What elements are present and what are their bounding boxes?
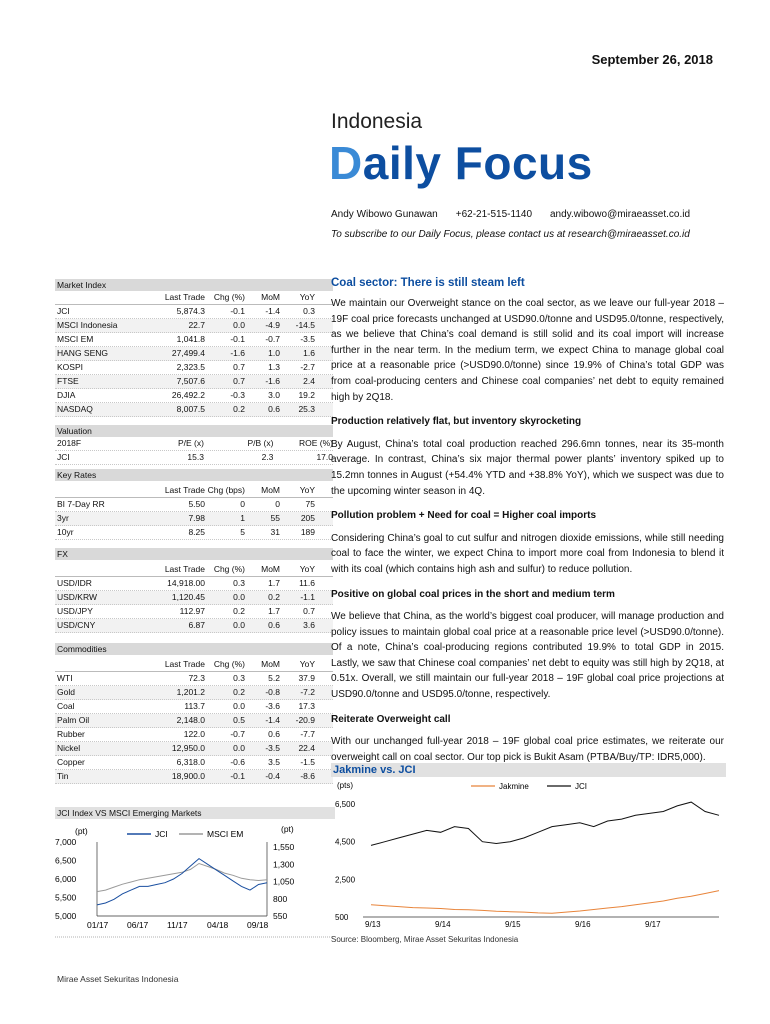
legend-label: MSCI EM bbox=[207, 829, 244, 839]
series-line-jci bbox=[97, 859, 267, 905]
subscribe-note: To subscribe to our Daily Focus, please contact us at research@miraeasset.co.id bbox=[331, 229, 690, 240]
x-tick-label: 01/17 bbox=[87, 920, 109, 930]
cell: 0.2 bbox=[233, 687, 245, 697]
cell: 0.0 bbox=[233, 620, 245, 630]
author-email[interactable]: andy.wibowo@miraeasset.co.id bbox=[550, 209, 691, 220]
row-label: Coal bbox=[57, 701, 75, 711]
key-rates-title: Key Rates bbox=[55, 469, 333, 481]
cell: -0.8 bbox=[265, 687, 280, 697]
article-body bbox=[331, 296, 724, 765]
cell: 1 bbox=[240, 513, 245, 523]
y-tick-right: 550 bbox=[273, 911, 288, 921]
cell: -7.7 bbox=[300, 729, 315, 739]
y-tick-left: 7,000 bbox=[55, 837, 77, 847]
table-row bbox=[55, 605, 333, 619]
cell: 5,874.3 bbox=[176, 306, 205, 316]
cell: 0.2 bbox=[233, 404, 245, 414]
row-label: MSCI Indonesia bbox=[57, 320, 118, 330]
cell: 0.0 bbox=[233, 320, 245, 330]
cell: -1.4 bbox=[265, 306, 280, 316]
table-header bbox=[55, 291, 333, 305]
fx-title: FX bbox=[55, 548, 333, 560]
cell: 6,318.0 bbox=[176, 757, 205, 767]
table-row bbox=[55, 361, 333, 375]
cell: 0.6 bbox=[268, 404, 280, 414]
cell: -4.9 bbox=[265, 320, 280, 330]
market-index-table bbox=[55, 279, 333, 417]
table-row bbox=[55, 714, 333, 728]
y-axis-label-left: (pt) bbox=[75, 826, 88, 836]
cell: 1,120.45 bbox=[171, 592, 205, 602]
row-label: DJIA bbox=[57, 390, 76, 400]
cell: -0.4 bbox=[265, 771, 280, 781]
subheading: Pollution problem + Need for coal = Higher coal imports bbox=[331, 510, 597, 522]
cell: -0.6 bbox=[230, 757, 245, 767]
cell: 0 bbox=[275, 499, 280, 509]
brand-first-letter: D bbox=[329, 137, 363, 189]
cell: -0.7 bbox=[265, 334, 280, 344]
cell: 6.87 bbox=[188, 620, 205, 630]
col-header: Chg (bps) bbox=[207, 485, 245, 495]
cell: 189 bbox=[300, 527, 315, 537]
cell: 0.2 bbox=[233, 606, 245, 616]
cell: 0.0 bbox=[233, 701, 245, 711]
jci-msci-chart bbox=[55, 820, 335, 940]
series-line-jci bbox=[371, 802, 719, 845]
jci-msci-chart-title: JCI Index VS MSCI Emerging Markets bbox=[55, 807, 335, 819]
cell: 0.2 bbox=[268, 592, 280, 602]
cell: -1.4 bbox=[265, 715, 280, 725]
y-tick-right: 800 bbox=[273, 893, 288, 904]
table-row bbox=[55, 305, 333, 319]
cell: -1.5 bbox=[300, 757, 315, 767]
col-header: YoY bbox=[299, 564, 315, 574]
legend-label: JCI bbox=[155, 829, 168, 839]
cell: 2,148.0 bbox=[176, 715, 205, 725]
jakmine-jci-chart bbox=[331, 777, 726, 932]
commodities-table bbox=[55, 643, 333, 784]
cell: 0.3 bbox=[233, 578, 245, 588]
col-header: Chg (%) bbox=[213, 564, 245, 574]
table-row bbox=[55, 756, 333, 770]
y-tick-left: 5,500 bbox=[55, 892, 77, 903]
paragraph: By August, China’s total coal production reached 296.6mn tonnes, near its 35-month average. In contrast, China’s six major thermal power plants’ inventory spiked up to 15.2mn tonnes in August (+54.4% YTD and +38.8% YoY), which we suspect was due to the upcoming winter season in 4Q. bbox=[331, 438, 724, 497]
cell: -1.6 bbox=[265, 376, 280, 386]
cell: 2.4 bbox=[303, 376, 315, 386]
cell: -14.5 bbox=[295, 320, 315, 330]
subheading: Positive on global coal prices in the short and medium term bbox=[331, 588, 615, 600]
row-label: USD/IDR bbox=[57, 578, 92, 588]
col-header: MoM bbox=[261, 659, 280, 669]
cell: 205 bbox=[300, 513, 315, 523]
cell: 0.7 bbox=[303, 606, 315, 616]
cell: 3.6 bbox=[303, 620, 315, 630]
cell: -1.1 bbox=[300, 592, 315, 602]
cell: 0.6 bbox=[268, 620, 280, 630]
cell: 26,492.2 bbox=[171, 390, 205, 400]
cell: -0.3 bbox=[230, 390, 245, 400]
table-row bbox=[55, 498, 333, 512]
cell: 112.97 bbox=[179, 606, 205, 616]
cell: 1,201.2 bbox=[176, 687, 205, 697]
commodities-title: Commodities bbox=[55, 643, 333, 655]
cell: 22.7 bbox=[188, 320, 205, 330]
table-row bbox=[55, 375, 333, 389]
subheading: Reiterate Overweight call bbox=[331, 713, 451, 725]
x-tick-label: 11/17 bbox=[167, 920, 188, 930]
y-tick-right: 1,050 bbox=[273, 876, 295, 887]
legend-label: JCI bbox=[575, 782, 587, 791]
row-label: NASDAQ bbox=[57, 404, 93, 414]
y-tick-left: 6,500 bbox=[55, 855, 77, 866]
cell: 75 bbox=[305, 499, 315, 509]
col-header: Last Trade bbox=[164, 292, 205, 302]
table-row bbox=[55, 619, 333, 633]
cell: 14,918.00 bbox=[167, 578, 205, 588]
fx-table bbox=[55, 548, 333, 633]
chart-source: Source: Bloomberg, Mirae Asset Sekuritas Indonesia bbox=[331, 935, 519, 944]
brand-rest: aily Focus bbox=[362, 137, 593, 189]
cell: 1.7 bbox=[268, 578, 280, 588]
table-row bbox=[55, 526, 333, 540]
row-label: Copper bbox=[57, 757, 85, 767]
cell: 31 bbox=[270, 527, 280, 537]
y-axis-label-right: (pt) bbox=[281, 824, 294, 834]
row-label: JCI bbox=[57, 306, 70, 316]
table-row bbox=[55, 451, 333, 465]
report-brand bbox=[329, 135, 593, 191]
market-index-title: Market Index bbox=[55, 279, 333, 291]
row-label: MSCI EM bbox=[57, 334, 94, 344]
cell: 0.6 bbox=[268, 729, 280, 739]
row-label: USD/KRW bbox=[57, 592, 97, 602]
cell: 1.0 bbox=[268, 348, 280, 358]
y-tick-right: 1,300 bbox=[273, 859, 295, 870]
col-header: Last Trade bbox=[164, 564, 205, 574]
cell: 11.6 bbox=[299, 578, 315, 588]
author-line bbox=[331, 209, 731, 220]
table-row bbox=[55, 770, 333, 784]
table-header bbox=[55, 484, 333, 498]
x-tick-label: 06/17 bbox=[127, 920, 149, 930]
cell: 3.5 bbox=[268, 757, 280, 767]
cell: 2,323.5 bbox=[176, 362, 205, 372]
y-tick-left: 6,000 bbox=[55, 874, 77, 884]
report-date: September 26, 2018 bbox=[591, 52, 713, 67]
table-row bbox=[55, 319, 333, 333]
table-row bbox=[55, 347, 333, 361]
paragraph: Considering China’s goal to cut sulfur and nitrogen dioxide emissions, while still needing coal to face the winter, we expect China to import more coal from Indonesia to blend it with its coal (which contains high ash and sulfur) to reduce pollution. bbox=[331, 532, 724, 575]
col-header: P/E (x) bbox=[177, 438, 204, 448]
table-row bbox=[55, 403, 333, 417]
table-row bbox=[55, 700, 333, 714]
report-country: Indonesia bbox=[331, 110, 423, 133]
cell: 37.9 bbox=[298, 673, 315, 683]
cell: 1,041.8 bbox=[176, 334, 205, 344]
y-tick-left: 5,000 bbox=[55, 911, 77, 921]
col-header: Chg (%) bbox=[213, 659, 245, 669]
table-row bbox=[55, 742, 333, 756]
cell: 0.5 bbox=[233, 715, 245, 725]
col-header: Last Trade bbox=[164, 659, 205, 669]
table-row bbox=[55, 728, 333, 742]
cell: -3.5 bbox=[265, 743, 280, 753]
legend-label: Jakmine bbox=[499, 782, 529, 791]
footer-company: Mirae Asset Sekuritas Indonesia bbox=[57, 974, 179, 984]
paragraph: We believe that China, as the world’s biggest coal producer, will manage production and policy issues to maintain global coal price at a reasonable price level (>USD90.0/tonne). Of a note, China’s coal-producing regions contributed 19.9% to total GDP in 2015. Lastly, we saw that Chinese coal companies’ net debt to equity was still high by 2Q18, at 0.51x. Overall, we still maintain our full-year 2018 – 19F global coal price projections at USD90.0/tonne and USD95.0/tonne, respectively. bbox=[331, 611, 724, 701]
col-header: MoM bbox=[261, 292, 280, 302]
col-header: YoY bbox=[299, 292, 315, 302]
row-label: Palm Oil bbox=[57, 715, 90, 725]
cell: 0.7 bbox=[233, 362, 245, 372]
valuation-title: Valuation bbox=[55, 425, 333, 437]
cell: 8,007.5 bbox=[176, 404, 205, 414]
col-header: MoM bbox=[261, 485, 280, 495]
cell: 0.7 bbox=[233, 376, 245, 386]
author-name: Andy Wibowo Gunawan bbox=[331, 209, 438, 220]
table-header bbox=[55, 658, 333, 672]
cell: 5 bbox=[240, 527, 245, 537]
paragraph: With our unchanged full-year 2018 – 19F global coal price estimates, we reiterate our overweight call on coal sector. Our top pick is Bukit Asam (PTBA/Buy/TP: IDR5,000). bbox=[331, 736, 724, 763]
row-label: USD/CNY bbox=[57, 620, 96, 630]
cell: -7.2 bbox=[300, 687, 315, 697]
row-label: Rubber bbox=[57, 729, 85, 739]
cell: -1.6 bbox=[230, 348, 245, 358]
table-row bbox=[55, 672, 333, 686]
cell: 1.3 bbox=[268, 362, 280, 372]
y-tick-label: 500 bbox=[335, 913, 349, 922]
cell: -3.6 bbox=[265, 701, 280, 711]
col-header: MoM bbox=[261, 564, 280, 574]
x-tick-label: 9/15 bbox=[505, 920, 521, 929]
cell: 5.2 bbox=[268, 673, 280, 683]
table-row bbox=[55, 686, 333, 700]
row-label: USD/JPY bbox=[57, 606, 93, 616]
cell: 0 bbox=[240, 499, 245, 509]
table-header bbox=[55, 437, 333, 451]
table-row bbox=[55, 591, 333, 605]
cell: 0.3 bbox=[233, 673, 245, 683]
cell: 25.3 bbox=[298, 404, 315, 414]
col-header: YoY bbox=[299, 659, 315, 669]
y-tick-label: 4,500 bbox=[335, 837, 356, 847]
row-label: Nickel bbox=[57, 743, 81, 753]
cell: 1.7 bbox=[268, 606, 280, 616]
cell: 3.0 bbox=[268, 390, 280, 400]
row-label: KOSPI bbox=[57, 362, 83, 372]
y-axis-label: (pts) bbox=[337, 781, 353, 790]
cell: 12,950.0 bbox=[171, 743, 205, 753]
cell: 22.4 bbox=[298, 743, 315, 753]
col-header: YoY bbox=[299, 485, 315, 495]
col-header: ROE (%) bbox=[298, 438, 333, 448]
table-row bbox=[55, 512, 333, 526]
subheading: Production relatively flat, but inventory skyrocketing bbox=[331, 416, 582, 428]
x-tick-label: 9/16 bbox=[575, 920, 591, 929]
row-label: HANG SENG bbox=[57, 348, 109, 358]
x-tick-label: 04/18 bbox=[207, 920, 229, 930]
cell: -20.9 bbox=[295, 715, 315, 725]
cell: 0.0 bbox=[233, 592, 245, 602]
cell: 122.0 bbox=[183, 729, 205, 739]
col-header: P/B (x) bbox=[247, 438, 274, 448]
cell: -8.6 bbox=[300, 771, 315, 781]
row-label: WTI bbox=[57, 673, 73, 683]
row-label: 3yr bbox=[57, 513, 69, 523]
y-tick-label: 2,500 bbox=[335, 875, 356, 885]
cell: -0.1 bbox=[230, 334, 245, 344]
cell: -2.7 bbox=[300, 362, 315, 372]
col-header: 2018F bbox=[57, 438, 82, 448]
row-label: FTSE bbox=[57, 376, 79, 386]
cell: 8.25 bbox=[188, 527, 205, 537]
row-label: Tin bbox=[57, 771, 69, 781]
cell: -0.7 bbox=[230, 729, 245, 739]
row-label: JCI bbox=[57, 452, 70, 462]
series-line-msci-em bbox=[97, 864, 267, 892]
cell: 17.0 bbox=[316, 452, 333, 462]
key-rates-table bbox=[55, 469, 333, 540]
table-header bbox=[55, 563, 333, 577]
cell: 7,507.6 bbox=[176, 376, 205, 386]
cell: -0.1 bbox=[230, 306, 245, 316]
col-header: Last Trade bbox=[164, 485, 205, 495]
cell: 72.3 bbox=[188, 673, 205, 683]
x-tick-label: 9/13 bbox=[365, 920, 381, 929]
cell: 0.0 bbox=[233, 743, 245, 753]
x-tick-label: 9/14 bbox=[435, 920, 451, 929]
x-tick-label: 09/18 bbox=[247, 920, 269, 930]
cell: 55 bbox=[270, 513, 280, 523]
article-title: Coal sector: There is still steam left bbox=[331, 277, 525, 289]
row-label: BI 7-Day RR bbox=[57, 499, 105, 509]
author-phone: +62-21-515-1140 bbox=[455, 209, 532, 220]
table-row bbox=[55, 389, 333, 403]
cell: 5.50 bbox=[188, 499, 205, 509]
cell: 113.7 bbox=[184, 701, 205, 711]
valuation-table bbox=[55, 425, 333, 465]
y-tick-label: 6,500 bbox=[335, 800, 356, 809]
cell: -0.1 bbox=[230, 771, 245, 781]
row-label: Gold bbox=[57, 687, 75, 697]
cell: 0.3 bbox=[303, 306, 315, 316]
row-label: 10yr bbox=[57, 527, 74, 537]
cell: 15.3 bbox=[187, 452, 204, 462]
cell: 1.6 bbox=[303, 348, 315, 358]
cell: 7.98 bbox=[188, 513, 205, 523]
series-line-jakmine bbox=[371, 891, 719, 914]
cell: 19.2 bbox=[298, 390, 315, 400]
paragraph: We maintain our Overweight stance on the coal sector, as we leave our full-year 2018 – 19F coal price forecasts unchanged at USD90.0/tonne and USD95.0/tonne, respectively, as we believe that China’s coal demand is still solid and its coal import will increase further in the near term. In the medium term, we expect China to manage global coal price at a reasonable price (>USD90.0/tonne) since 19.9% of China’s total GDP was from coal-producing centers and Chinese coal companies’ net debt to equity remained high by 2Q18. bbox=[331, 298, 724, 403]
cell: 27,499.4 bbox=[171, 348, 205, 358]
table-row bbox=[55, 577, 333, 591]
y-tick-right: 1,550 bbox=[273, 842, 295, 852]
cell: 17.3 bbox=[298, 701, 315, 711]
cell: 18,900.0 bbox=[171, 771, 205, 781]
col-header: Chg (%) bbox=[213, 292, 245, 302]
jakmine-chart-title: Jakmine vs. JCI bbox=[331, 763, 726, 777]
x-tick-label: 9/17 bbox=[645, 920, 661, 929]
cell: -3.5 bbox=[300, 334, 315, 344]
table-row bbox=[55, 333, 333, 347]
cell: 2.3 bbox=[261, 452, 274, 462]
